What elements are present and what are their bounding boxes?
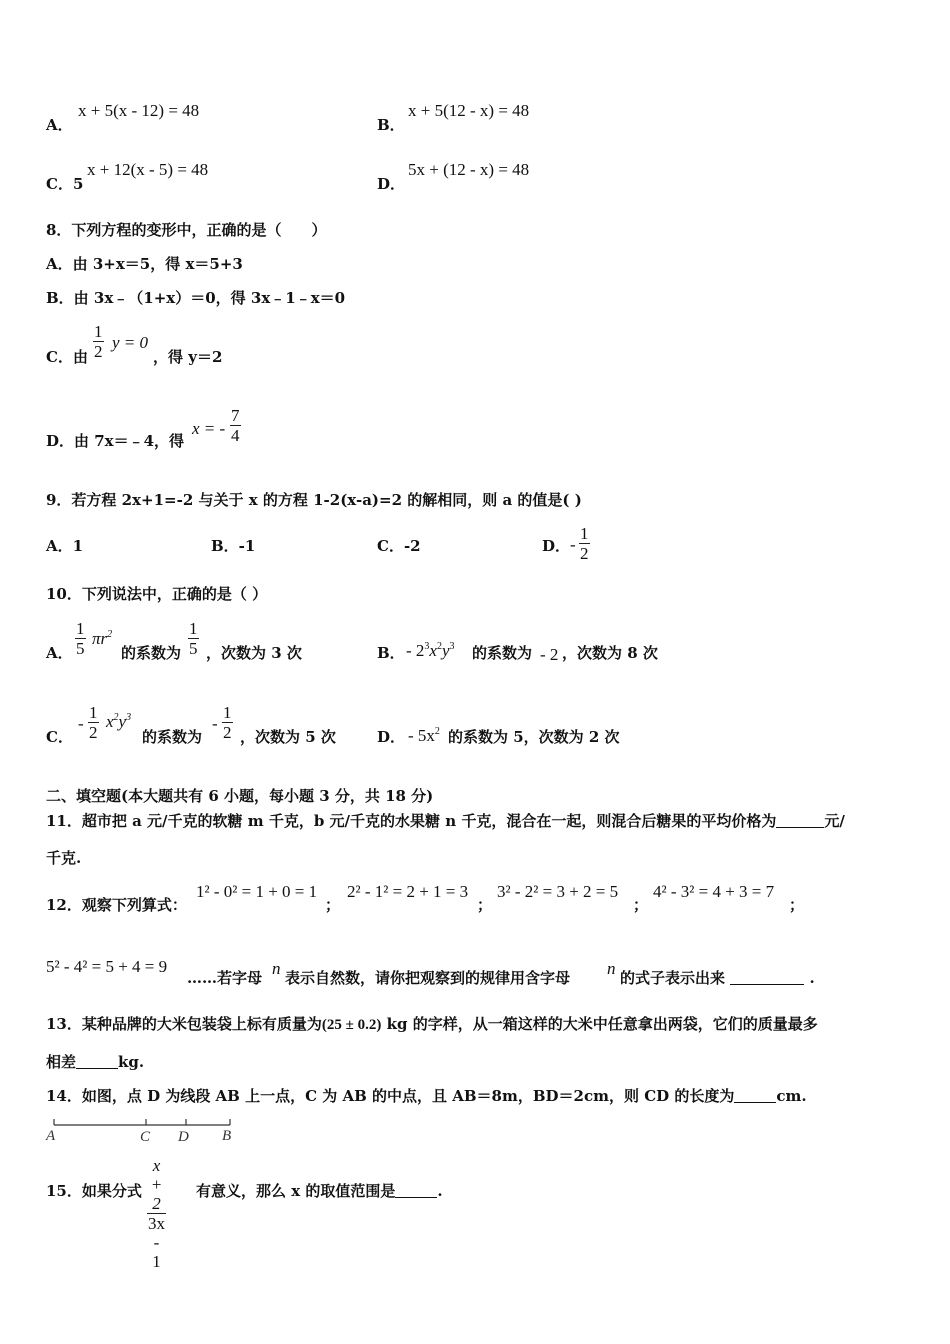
equation-5: 5² - 4² = 5 + 4 = 9 (46, 957, 168, 976)
option-c-sign: - (78, 714, 84, 733)
equation-4: 4² - 3² = 4 + 3 = 7 (653, 882, 775, 901)
point-label-c: C (140, 1129, 151, 1144)
question-12-line-2b: 表示自然数，请你把观察到的规律用含字母 (285, 969, 571, 987)
question-15-end: . (437, 1182, 443, 1200)
fraction-numerator: 1 (76, 619, 85, 638)
question-14-stem (46, 1087, 807, 1105)
fraction-numerator: 1 (580, 524, 589, 543)
answer-blank (730, 970, 804, 985)
option-d-label: D． (542, 537, 571, 555)
fraction-denominator: 2 (94, 342, 103, 361)
fraction-numerator: x + 2 (150, 1156, 163, 1213)
option-c-prefix: C．由 (46, 348, 88, 366)
option-b-equation: x + 5(12 - x) = 48 (408, 101, 530, 120)
fraction-denominator: 2 (89, 723, 98, 742)
option-b-degree: ，次数为 8 次 (562, 644, 658, 662)
question-13-line-2 (46, 1053, 144, 1071)
equation-2: 2² - 1² = 2 + 1 = 3 (347, 882, 469, 901)
question-13-unit: kg. (118, 1053, 145, 1071)
option-d-lhs: x = - (192, 419, 226, 438)
question-8-stem: 8．下列方程的变形中，正确的是（ ） (46, 221, 327, 239)
question-11-text: 11．超市把 a 元/千克的软糖 m 千克，b 元/千克的水果糖 n 千克，混合在一起，则混合后糖果的平均价格为 (46, 812, 777, 830)
fraction-numerator: 7 (231, 406, 240, 425)
term-text: - 5x (408, 726, 435, 745)
answer-blank (76, 1054, 118, 1069)
option-a: A．1 (46, 537, 84, 555)
option-c-label: C．5 (46, 175, 84, 193)
option-a-coef-fraction (188, 619, 199, 658)
question-15-fraction (147, 1156, 166, 1271)
question-14-text: 14．如图，点 D 为线段 AB 上一点，C 为 AB 的中点，且 AB＝8m，BD＝2cm，则 CD 的长度为 (46, 1087, 735, 1105)
option-a-label: A． (46, 116, 73, 134)
question-12-line-2a: ……若字母 (187, 969, 263, 987)
fraction-numerator: 1 (94, 322, 103, 341)
option-c-variables: $x^2y^3$ (106, 712, 132, 731)
fraction-denominator: 5 (189, 639, 198, 658)
question-12-stem: 12．观察下列算式： (46, 896, 187, 914)
option-c-equation: y = 0 (112, 333, 149, 352)
section-2-heading: 二、填空题(本大题共有 6 小题，每小题 3 分，共 18 分) (46, 787, 434, 805)
question-10-stem: 10．下列说法中，正确的是（ ） (46, 585, 268, 603)
option-d-text: 的系数为 5，次数为 2 次 (448, 728, 620, 746)
answer-blank (776, 813, 824, 828)
question-13-line-1 (46, 1015, 818, 1034)
option-d-term: - $5x^2$ (408, 726, 440, 745)
option-a-term: $\pi r^2$ (92, 629, 113, 648)
question-11-line-2: 千克. (46, 849, 82, 867)
option-c-result: ，得 y＝2 (153, 348, 223, 366)
fraction-numerator: 1 (223, 703, 232, 722)
question-15-prefix: 15．如果分式 (46, 1182, 142, 1200)
term-text: - 2 (406, 641, 425, 660)
fraction-numerator: 1 (189, 619, 198, 638)
option-c-coef-label: 的系数为 (142, 728, 203, 746)
option-b: B．-1 (211, 537, 256, 555)
fraction-denominator: 5 (76, 639, 85, 658)
point-label-d: D (178, 1129, 189, 1144)
question-12-line-2c (620, 969, 815, 987)
option-c-fraction (88, 703, 99, 742)
separator: ； (789, 896, 805, 914)
question-11-line-1 (46, 812, 845, 830)
fraction-denominator: 3x - 1 (148, 1214, 165, 1271)
fraction-denominator: 4 (231, 426, 240, 445)
option-b-coef: - 2 (540, 645, 559, 664)
line-segment-diagram (44, 1114, 244, 1144)
option-d-prefix: D．由 7x＝﹣4，得 (46, 432, 185, 450)
separator: ； (477, 896, 493, 914)
fraction-numerator: 1 (89, 703, 98, 722)
option-c-degree: ，次数为 5 次 (240, 728, 336, 746)
option-d-label: D． (377, 175, 406, 193)
option-c: C．-2 (377, 537, 421, 555)
option-a-degree: ，次数为 3 次 (206, 644, 302, 662)
option-a: A．由 3+x＝5，得 x＝5+3 (46, 255, 243, 273)
option-c-coef-sign: - (212, 714, 218, 733)
option-c-coef-fraction (222, 703, 233, 742)
question-9-stem: 9．若方程 2x+1=-2 与关于 x 的方程 1-2(x-a)=2 的解相同，则 a 的值是( ) (46, 491, 582, 509)
option-d-fraction (230, 406, 241, 445)
question-11-unit: 元/ (824, 812, 845, 830)
option-a-equation: x + 5(x - 12) = 48 (78, 101, 200, 120)
option-a-coef-label: 的系数为 (121, 644, 182, 662)
option-c-fraction (93, 322, 104, 361)
question-13-text: 13．某种品牌的大米包装袋上标有质量为 (46, 1015, 322, 1033)
question-13-text-c: 相差 (46, 1053, 77, 1071)
option-a-fraction (75, 619, 86, 658)
option-c-equation: x + 12(x - 5) = 48 (87, 160, 209, 179)
option-d-fraction (579, 524, 590, 563)
option-b-label: B． (377, 116, 405, 134)
option-d-label: D． (377, 728, 406, 746)
term-text: πr (92, 629, 108, 648)
equation-1: 1² - 0² = 1 + 0 = 1 (196, 882, 318, 901)
option-b: B．由 3x﹣（1+x）＝0，得 3x﹣1﹣x＝0 (46, 289, 346, 307)
option-b-term: - $2^3x^2y^3$ (406, 641, 455, 660)
question-15-body: 有意义，那么 x 的取值范围是 (196, 1182, 396, 1200)
fraction-denominator: 2 (223, 723, 232, 742)
separator: ； (325, 896, 341, 914)
mass-value: (25 ± 0.2) (321, 1017, 382, 1033)
option-d-equation: 5x + (12 - x) = 48 (408, 160, 530, 179)
point-label-a: A (46, 1128, 56, 1144)
separator: ； (633, 896, 649, 914)
variable-n: n (607, 959, 616, 978)
option-b-coef-label: 的系数为 (472, 644, 533, 662)
answer-blank (734, 1088, 776, 1103)
question-12-text: 的式子表示出来 (620, 969, 726, 987)
question-15-text (196, 1182, 443, 1200)
question-13-text-b: kg 的字样，从一箱这样的大米中任意拿出两袋，它们的质量最多 (386, 1015, 818, 1033)
fraction-denominator: 2 (580, 544, 589, 563)
option-c-label: C． (46, 728, 73, 746)
answer-blank (395, 1183, 437, 1198)
question-12-end: . (809, 969, 815, 987)
equation-3: 3² - 2² = 3 + 2 = 5 (497, 882, 619, 901)
option-a-label: A． (46, 644, 73, 662)
option-b-label: B． (377, 644, 405, 662)
option-d-sign: - (570, 535, 576, 554)
point-label-b: B (222, 1128, 232, 1144)
question-14-unit: cm. (776, 1087, 807, 1105)
variable-n: n (272, 959, 281, 978)
